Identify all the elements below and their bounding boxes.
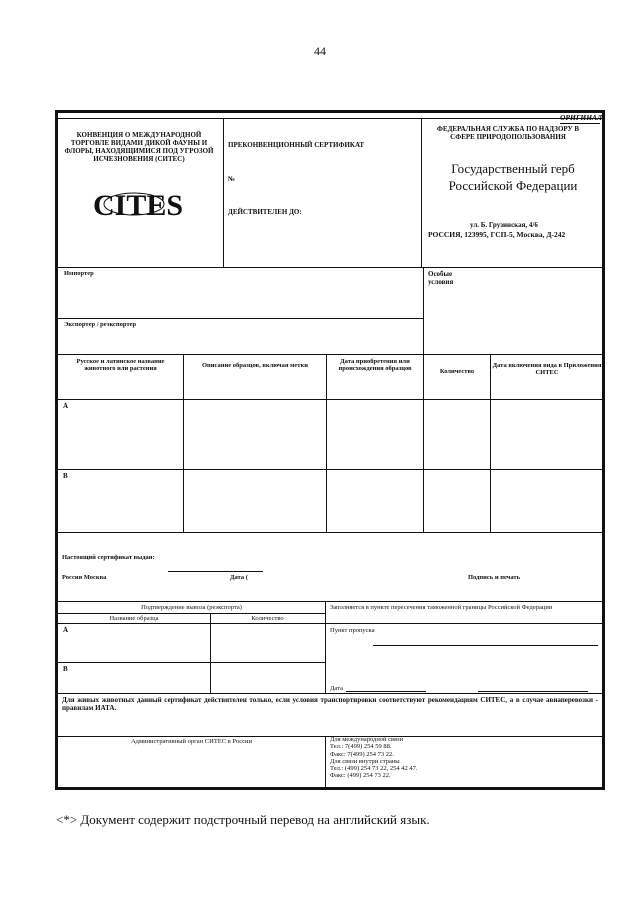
place-label: Россия Москва xyxy=(62,574,107,581)
issued-by-label: Настоящий сертификат выдан: xyxy=(62,554,155,561)
valid-until-label: ДЕЙСТВИТЕЛЕН ДО: xyxy=(228,208,302,216)
admin-body-label: Административный орган СИТЕС в России xyxy=(130,738,253,745)
customs-note: Заполняется в пункте пересечения таможенной границы Российской Федерации xyxy=(330,604,553,611)
sample-name-header: Название образца xyxy=(109,615,159,622)
row-b-label: B xyxy=(63,472,68,480)
contact-intl-heading: Для международной связи xyxy=(330,736,404,743)
live-animals-note: Для живых животных данный сертификат действителен только, если условия транспортировки соответствуют рекомендациям СИТЕС, а в случае авиаперевозки - правилам ИАТА. xyxy=(62,696,598,713)
certificate-title: ПРЕКОНВЕНЦИОННЫЙ СЕРТИФИКАТ xyxy=(228,141,365,149)
row-a-label: A xyxy=(63,402,69,410)
column-appendix-date: Дата включения вида в Приложения СИТЕС xyxy=(492,362,602,377)
checkpoint-label: Пункт пропуска xyxy=(330,627,375,634)
cites-logo xyxy=(92,183,184,225)
special-conditions-label: Особые условия xyxy=(428,270,454,287)
contact-domestic-fax: Факс: (499) 254 73 22. xyxy=(330,772,391,780)
agency-name: ФЕДЕРАЛЬНАЯ СЛУЖБА ПО НАДЗОРУ В СФЕРЕ ПРИРОДОПОЛЬЗОВАНИЯ xyxy=(436,125,580,142)
state-emblem: Государственный герб Российской Федерации xyxy=(448,161,578,193)
contact-info xyxy=(330,736,418,780)
convention-title: КОНВЕНЦИЯ О МЕЖДУНАРОДНОЙ ТОРГОВЛЕ ВИДАМИ ДИКОЙ ФАУНЫ И ФЛОРЫ, НАХОДЯЩИМИСЯ ПОД УГРОЗОЙ ИСЧЕЗНОВЕНИЯ (СИТЕС) xyxy=(64,131,214,164)
cites-certificate-form xyxy=(55,110,605,790)
export-confirmation-label: Подтверждение вывоза (реэкспорта) xyxy=(141,604,242,611)
column-description: Описание образцов, включая метки xyxy=(201,362,308,369)
export-row-a-label: A xyxy=(63,626,69,634)
export-row-b-label: B xyxy=(63,665,68,673)
certificate-number-label: № xyxy=(228,175,236,183)
contact-domestic-phone: Тел.: (499) 254 73 22, 254 42 47. xyxy=(330,765,418,773)
date-issue-label: Дата ( xyxy=(230,574,248,581)
contact-domestic-heading: Для связи внутри страны xyxy=(330,757,400,765)
logo-text: CITES xyxy=(92,189,184,222)
column-quantity: Количество xyxy=(439,368,475,375)
page-number: 44 xyxy=(314,44,326,58)
signature-label: Подпись и печать xyxy=(468,574,521,581)
column-acquisition-date: Дата приобретения или происхождения образцов xyxy=(338,358,412,373)
contact-intl-phone: Тел.: 7(499) 254 59 88. xyxy=(330,743,392,751)
address-line-2: РОССИЯ, 123995, ГСП-5, Москва, Д-242 xyxy=(428,230,566,239)
exporter-label: Экспортер / реэкспортер xyxy=(64,321,137,328)
quantity-header: Количество xyxy=(251,615,284,622)
contact-intl-fax: Факс: 7(499) 254 73 22. xyxy=(330,750,394,758)
column-species-name: Русское и латинское название животного или растения xyxy=(76,358,165,373)
address-line-1: ул. Б. Грузинская, 4/6 xyxy=(470,221,538,229)
original-label: ОРИГИНАЛ xyxy=(560,113,603,122)
importer-label: Импортер xyxy=(64,270,94,277)
customs-date-label: Дата xyxy=(330,685,343,692)
footnote: <*> Документ содержит подстрочный перевод на английский язык. xyxy=(56,812,430,827)
